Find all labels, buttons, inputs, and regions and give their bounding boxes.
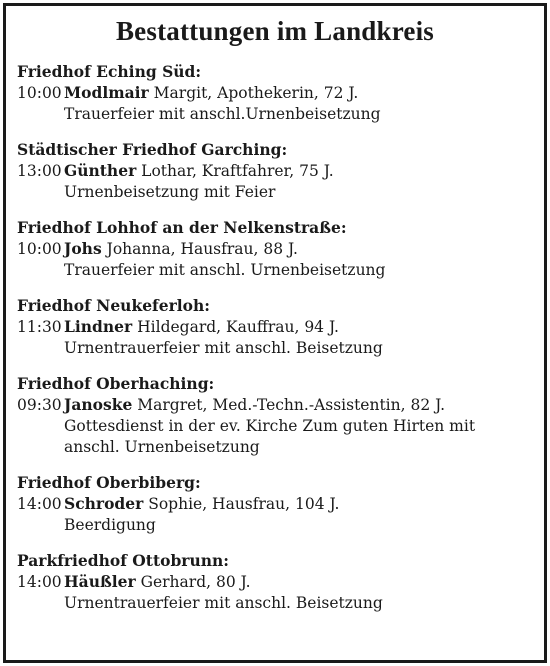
cemetery-name: Friedhof Neukeferloh: — [17, 296, 210, 315]
deceased-surname: Johs — [64, 239, 102, 258]
deceased-details: Margit, Apothekerin, 72 J. — [153, 84, 359, 102]
deceased-surname: Modlmair — [64, 83, 149, 102]
ceremony-detail-line: Beerdigung — [64, 516, 156, 534]
entry-main-line — [17, 571, 544, 593]
entries-list — [6, 48, 544, 614]
deceased-details: Hildegard, Kauffrau, 94 J. — [137, 318, 339, 336]
funeral-time: 13:00 — [17, 162, 62, 180]
deceased-surname: Günther — [64, 161, 137, 180]
deceased-details: Gerhard, 80 J. — [140, 573, 251, 591]
funeral-entry — [17, 373, 544, 458]
notice-title: Bestattungen im Landkreis — [115, 16, 435, 46]
entry-main-line — [17, 493, 544, 515]
funeral-time: 09:30 — [17, 396, 62, 414]
funeral-time: 11:30 — [17, 318, 62, 336]
notice-frame — [3, 3, 547, 663]
deceased-surname: Schroder — [64, 494, 144, 513]
entry-main-line — [17, 394, 544, 416]
funeral-entry — [17, 139, 544, 203]
ceremony-details — [17, 104, 544, 125]
ceremony-detail-line: Urnenbeisetzung mit Feier — [64, 183, 276, 201]
deceased-details: Margret, Med.-Techn.-Assistentin, 82 J. — [137, 396, 446, 414]
funeral-entry — [17, 550, 544, 614]
cemetery-name: Parkfriedhof Ottobrunn: — [17, 551, 229, 570]
ceremony-detail-line: Gottesdienst in der ev. Kirche Zum guten Hirten mit — [64, 417, 476, 435]
ceremony-details — [17, 593, 544, 614]
ceremony-detail-line: Trauerfeier mit anschl. Urnenbeisetzung — [64, 261, 386, 279]
entry-main-line — [17, 82, 544, 104]
ceremony-detail-line: Trauerfeier mit anschl.Urnenbeisetzung — [64, 105, 381, 123]
cemetery-name: Städtischer Friedhof Garching: — [17, 140, 288, 159]
ceremony-details — [17, 182, 544, 203]
deceased-details: Johanna, Hausfrau, 88 J. — [106, 240, 298, 258]
entry-main-line — [17, 238, 544, 260]
deceased-surname: Janoske — [64, 395, 133, 414]
deceased-details: Lothar, Kraftfahrer, 75 J. — [141, 162, 334, 180]
ceremony-detail-line: anschl. Urnenbeisetzung — [64, 438, 260, 456]
cemetery-name: Friedhof Lohhof an der Nelkenstraße: — [17, 218, 347, 237]
cemetery-name: Friedhof Eching Süd: — [17, 62, 202, 81]
cemetery-name: Friedhof Oberhaching: — [17, 374, 215, 393]
funeral-time: 14:00 — [17, 495, 62, 513]
entry-main-line — [17, 316, 544, 338]
funeral-time: 10:00 — [17, 240, 62, 258]
ceremony-details — [17, 515, 544, 536]
deceased-surname: Lindner — [64, 317, 133, 336]
funeral-entry — [17, 217, 544, 281]
funeral-entry — [17, 61, 544, 125]
deceased-surname: Häußler — [64, 572, 136, 591]
ceremony-detail-line: Urnentrauerfeier mit anschl. Beisetzung — [64, 594, 383, 612]
funeral-time: 10:00 — [17, 84, 62, 102]
ceremony-detail-line: Urnentrauerfeier mit anschl. Beisetzung — [64, 339, 383, 357]
cemetery-name: Friedhof Oberbiberg: — [17, 473, 201, 492]
ceremony-details — [17, 338, 544, 359]
funeral-entry — [17, 472, 544, 536]
deceased-details: Sophie, Hausfrau, 104 J. — [148, 495, 340, 513]
ceremony-details — [17, 260, 544, 281]
entry-main-line — [17, 160, 544, 182]
funeral-time: 14:00 — [17, 573, 62, 591]
ceremony-details — [17, 416, 544, 458]
funeral-entry — [17, 295, 544, 359]
